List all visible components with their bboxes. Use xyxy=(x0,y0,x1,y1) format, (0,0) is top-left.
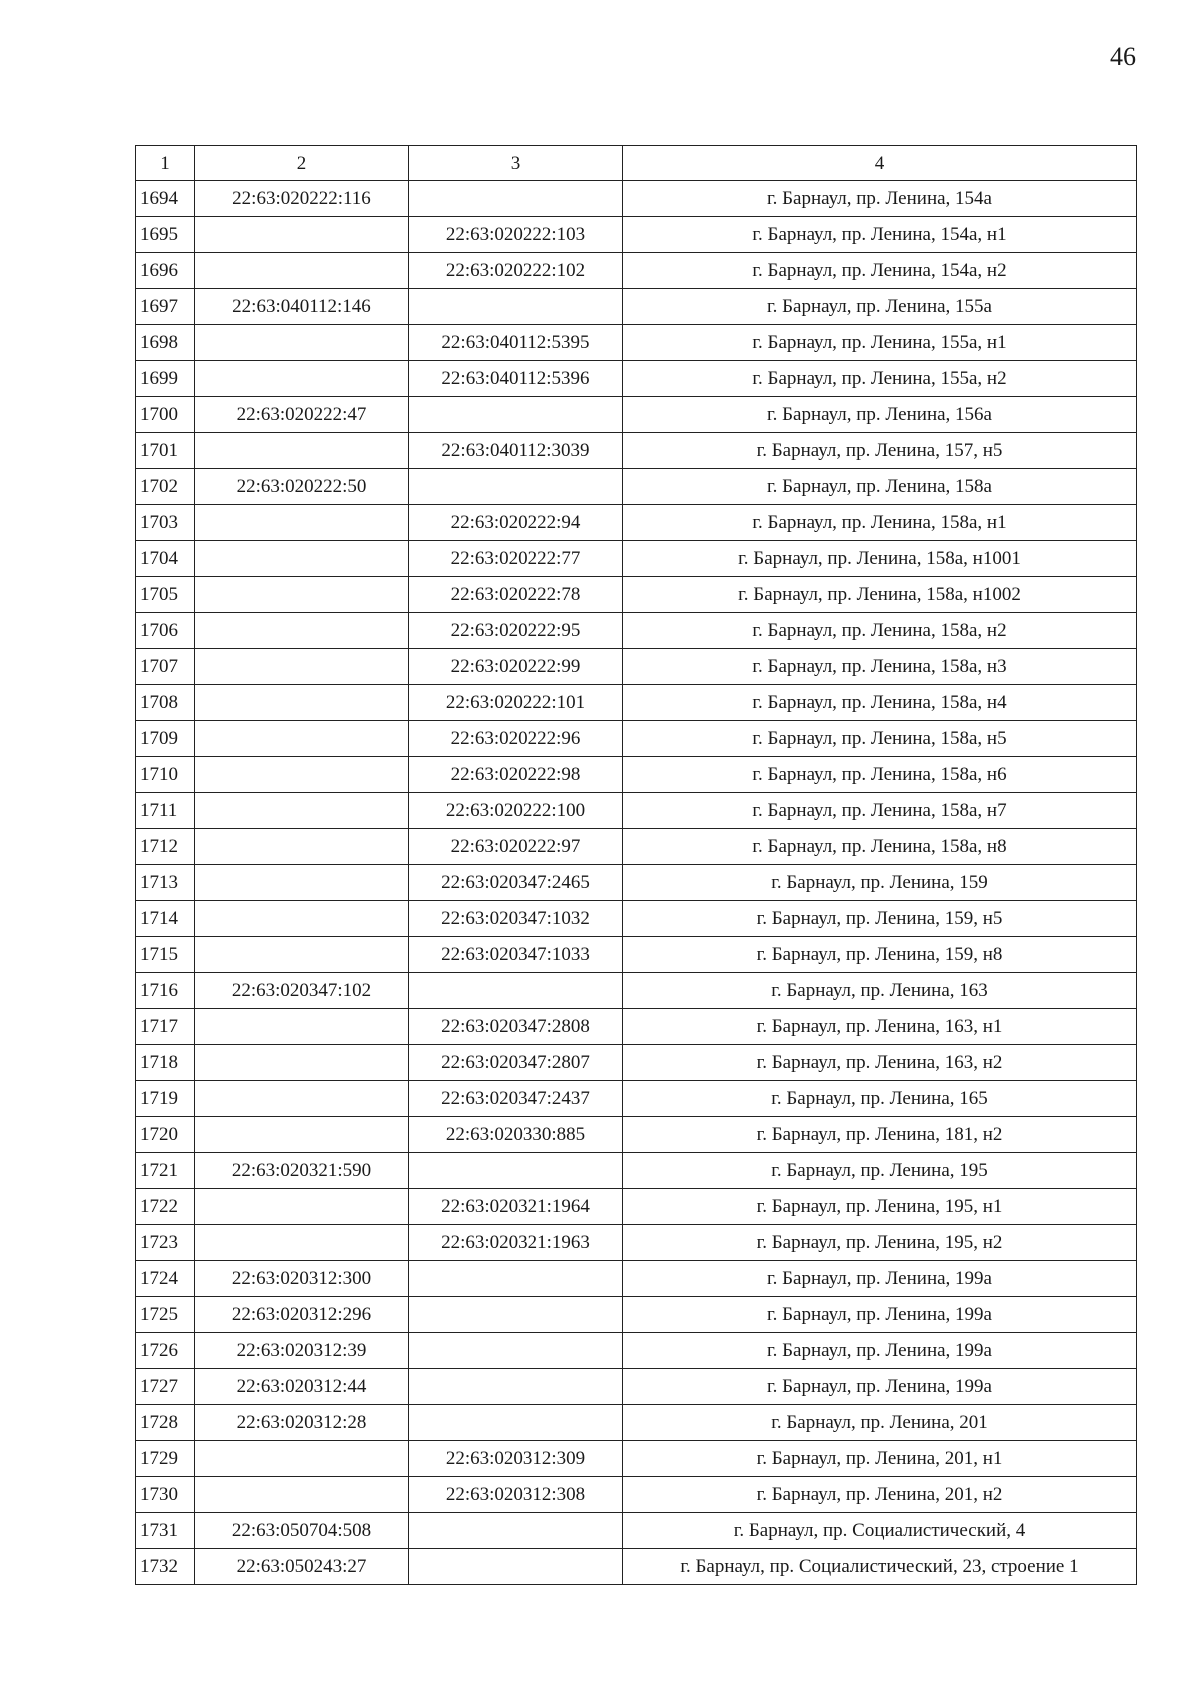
land-cadastral-cell xyxy=(195,1117,409,1153)
row-number-cell: 1706 xyxy=(136,613,195,649)
table-row xyxy=(136,865,1137,901)
row-number-cell: 1698 xyxy=(136,325,195,361)
building-cadastral-cell: 22:63:040112:3039 xyxy=(409,433,623,469)
row-number-cell: 1723 xyxy=(136,1225,195,1261)
land-cadastral-cell xyxy=(195,1189,409,1225)
address-cell: г. Барнаул, пр. Ленина, 195, н2 xyxy=(623,1225,1137,1261)
table-row xyxy=(136,613,1137,649)
land-cadastral-cell xyxy=(195,1009,409,1045)
address-cell: г. Барнаул, пр. Ленина, 159, н5 xyxy=(623,901,1137,937)
land-cadastral-cell: 22:63:020312:296 xyxy=(195,1297,409,1333)
row-number-cell: 1725 xyxy=(136,1297,195,1333)
table-row xyxy=(136,721,1137,757)
building-cadastral-cell xyxy=(409,1549,623,1585)
land-cadastral-cell xyxy=(195,613,409,649)
row-number-cell: 1732 xyxy=(136,1549,195,1585)
building-cadastral-cell: 22:63:020347:2808 xyxy=(409,1009,623,1045)
row-number-cell: 1724 xyxy=(136,1261,195,1297)
table-row xyxy=(136,1009,1137,1045)
row-number-cell: 1710 xyxy=(136,757,195,793)
building-cadastral-cell: 22:63:020312:308 xyxy=(409,1477,623,1513)
row-number-cell: 1711 xyxy=(136,793,195,829)
header-row xyxy=(136,146,1137,181)
building-cadastral-cell: 22:63:020222:102 xyxy=(409,253,623,289)
table-row xyxy=(136,1189,1137,1225)
address-cell: г. Барнаул, пр. Ленина, 158а, н6 xyxy=(623,757,1137,793)
building-cadastral-cell: 22:63:040112:5396 xyxy=(409,361,623,397)
table-row xyxy=(136,1405,1137,1441)
address-cell: г. Барнаул, пр. Ленина, 155а xyxy=(623,289,1137,325)
land-cadastral-cell xyxy=(195,541,409,577)
row-number-cell: 1719 xyxy=(136,1081,195,1117)
land-cadastral-cell xyxy=(195,361,409,397)
address-cell: г. Барнаул, пр. Ленина, 199а xyxy=(623,1333,1137,1369)
land-cadastral-cell: 22:63:050243:27 xyxy=(195,1549,409,1585)
address-cell: г. Барнаул, пр. Ленина, 156а xyxy=(623,397,1137,433)
address-cell: г. Барнаул, пр. Ленина, 201 xyxy=(623,1405,1137,1441)
land-cadastral-cell xyxy=(195,1081,409,1117)
building-cadastral-cell: 22:63:020222:95 xyxy=(409,613,623,649)
address-cell: г. Барнаул, пр. Ленина, 158а, н3 xyxy=(623,649,1137,685)
table-row xyxy=(136,253,1137,289)
land-cadastral-cell xyxy=(195,1477,409,1513)
building-cadastral-cell: 22:63:020347:2437 xyxy=(409,1081,623,1117)
land-cadastral-cell: 22:63:020347:102 xyxy=(195,973,409,1009)
row-number-cell: 1722 xyxy=(136,1189,195,1225)
land-cadastral-cell xyxy=(195,217,409,253)
table-row xyxy=(136,829,1137,865)
address-cell: г. Барнаул, пр. Ленина, 155а, н1 xyxy=(623,325,1137,361)
address-cell: г. Барнаул, пр. Ленина, 158а, н2 xyxy=(623,613,1137,649)
address-cell: г. Барнаул, пр. Ленина, 154а xyxy=(623,181,1137,217)
address-cell: г. Барнаул, пр. Ленина, 158а, н8 xyxy=(623,829,1137,865)
building-cadastral-cell xyxy=(409,289,623,325)
row-number-cell: 1697 xyxy=(136,289,195,325)
row-number-cell: 1714 xyxy=(136,901,195,937)
row-number-cell: 1700 xyxy=(136,397,195,433)
land-cadastral-cell xyxy=(195,253,409,289)
address-cell: г. Барнаул, пр. Ленина, 163, н1 xyxy=(623,1009,1137,1045)
row-number-cell: 1728 xyxy=(136,1405,195,1441)
table-row xyxy=(136,1369,1137,1405)
land-cadastral-cell xyxy=(195,1045,409,1081)
land-cadastral-cell: 22:63:050704:508 xyxy=(195,1513,409,1549)
land-cadastral-cell xyxy=(195,577,409,613)
address-cell: г. Барнаул, пр. Ленина, 158а xyxy=(623,469,1137,505)
table-row xyxy=(136,361,1137,397)
building-cadastral-cell xyxy=(409,1369,623,1405)
land-cadastral-cell xyxy=(195,325,409,361)
address-cell: г. Барнаул, пр. Ленина, 158а, н1 xyxy=(623,505,1137,541)
table-row xyxy=(136,793,1137,829)
table-row xyxy=(136,649,1137,685)
row-number-cell: 1708 xyxy=(136,685,195,721)
building-cadastral-cell: 22:63:020347:2465 xyxy=(409,865,623,901)
building-cadastral-cell xyxy=(409,1153,623,1189)
row-number-cell: 1716 xyxy=(136,973,195,1009)
table-row xyxy=(136,505,1137,541)
table-row xyxy=(136,1477,1137,1513)
row-number-cell: 1720 xyxy=(136,1117,195,1153)
address-cell: г. Барнаул, пр. Ленина, 158а, н5 xyxy=(623,721,1137,757)
table-row xyxy=(136,901,1137,937)
row-number-cell: 1718 xyxy=(136,1045,195,1081)
row-number-cell: 1726 xyxy=(136,1333,195,1369)
land-cadastral-cell xyxy=(195,901,409,937)
land-cadastral-cell xyxy=(195,829,409,865)
building-cadastral-cell: 22:63:020222:96 xyxy=(409,721,623,757)
address-cell: г. Барнаул, пр. Ленина, 165 xyxy=(623,1081,1137,1117)
building-cadastral-cell xyxy=(409,1261,623,1297)
land-cadastral-cell xyxy=(195,757,409,793)
building-cadastral-cell: 22:63:020321:1964 xyxy=(409,1189,623,1225)
row-number-cell: 1730 xyxy=(136,1477,195,1513)
table-row xyxy=(136,1153,1137,1189)
building-cadastral-cell xyxy=(409,397,623,433)
building-cadastral-cell: 22:63:020312:309 xyxy=(409,1441,623,1477)
row-number-cell: 1731 xyxy=(136,1513,195,1549)
table-row xyxy=(136,1117,1137,1153)
row-number-cell: 1729 xyxy=(136,1441,195,1477)
address-cell: г. Барнаул, пр. Ленина, 163, н2 xyxy=(623,1045,1137,1081)
address-cell: г. Барнаул, пр. Ленина, 201, н1 xyxy=(623,1441,1137,1477)
address-cell: г. Барнаул, пр. Ленина, 199а xyxy=(623,1261,1137,1297)
row-number-cell: 1702 xyxy=(136,469,195,505)
row-number-cell: 1696 xyxy=(136,253,195,289)
table-row xyxy=(136,577,1137,613)
table-row xyxy=(136,433,1137,469)
land-cadastral-cell xyxy=(195,721,409,757)
address-cell: г. Барнаул, пр. Ленина, 155а, н2 xyxy=(623,361,1137,397)
land-cadastral-cell xyxy=(195,685,409,721)
table-row xyxy=(136,1513,1137,1549)
address-cell: г. Барнаул, пр. Ленина, 159, н8 xyxy=(623,937,1137,973)
page-number: 46 xyxy=(1110,42,1136,71)
land-cadastral-cell: 22:63:020312:300 xyxy=(195,1261,409,1297)
address-cell: г. Барнаул, пр. Социалистический, 23, строение 1 xyxy=(623,1549,1137,1585)
row-number-cell: 1717 xyxy=(136,1009,195,1045)
row-number-cell: 1721 xyxy=(136,1153,195,1189)
address-cell: г. Барнаул, пр. Ленина, 158а, н7 xyxy=(623,793,1137,829)
building-cadastral-cell: 22:63:020222:100 xyxy=(409,793,623,829)
row-number-cell: 1701 xyxy=(136,433,195,469)
building-cadastral-cell xyxy=(409,181,623,217)
table-row xyxy=(136,397,1137,433)
land-cadastral-cell xyxy=(195,649,409,685)
address-cell: г. Барнаул, пр. Социалистический, 4 xyxy=(623,1513,1137,1549)
land-cadastral-cell xyxy=(195,793,409,829)
table-header xyxy=(136,146,1137,181)
table-row xyxy=(136,1333,1137,1369)
address-cell: г. Барнаул, пр. Ленина, 199а xyxy=(623,1297,1137,1333)
table-row xyxy=(136,1261,1137,1297)
row-number-cell: 1727 xyxy=(136,1369,195,1405)
table-row xyxy=(136,181,1137,217)
building-cadastral-cell xyxy=(409,1297,623,1333)
address-cell: г. Барнаул, пр. Ленина, 195, н1 xyxy=(623,1189,1137,1225)
building-cadastral-cell: 22:63:020222:94 xyxy=(409,505,623,541)
header-col-2: 2 xyxy=(195,146,409,181)
row-number-cell: 1703 xyxy=(136,505,195,541)
register-table-container xyxy=(135,145,1136,1585)
land-cadastral-cell: 22:63:020222:50 xyxy=(195,469,409,505)
table-body xyxy=(136,181,1137,1585)
land-cadastral-cell: 22:63:020222:47 xyxy=(195,397,409,433)
address-cell: г. Барнаул, пр. Ленина, 199а xyxy=(623,1369,1137,1405)
address-cell: г. Барнаул, пр. Ленина, 163 xyxy=(623,973,1137,1009)
land-cadastral-cell: 22:63:040112:146 xyxy=(195,289,409,325)
land-cadastral-cell: 22:63:020312:44 xyxy=(195,1369,409,1405)
land-cadastral-cell xyxy=(195,1225,409,1261)
row-number-cell: 1707 xyxy=(136,649,195,685)
address-cell: г. Барнаул, пр. Ленина, 201, н2 xyxy=(623,1477,1137,1513)
table-row xyxy=(136,469,1137,505)
table-row xyxy=(136,1297,1137,1333)
building-cadastral-cell: 22:63:020222:97 xyxy=(409,829,623,865)
building-cadastral-cell: 22:63:020222:77 xyxy=(409,541,623,577)
building-cadastral-cell xyxy=(409,469,623,505)
register-table xyxy=(135,145,1137,1585)
row-number-cell: 1704 xyxy=(136,541,195,577)
building-cadastral-cell: 22:63:020347:1033 xyxy=(409,937,623,973)
building-cadastral-cell: 22:63:020222:101 xyxy=(409,685,623,721)
table-row xyxy=(136,757,1137,793)
table-row xyxy=(136,1441,1137,1477)
row-number-cell: 1712 xyxy=(136,829,195,865)
address-cell: г. Барнаул, пр. Ленина, 154а, н1 xyxy=(623,217,1137,253)
land-cadastral-cell: 22:63:020312:28 xyxy=(195,1405,409,1441)
table-row xyxy=(136,685,1137,721)
address-cell: г. Барнаул, пр. Ленина, 181, н2 xyxy=(623,1117,1137,1153)
row-number-cell: 1694 xyxy=(136,181,195,217)
land-cadastral-cell: 22:63:020222:116 xyxy=(195,181,409,217)
address-cell: г. Барнаул, пр. Ленина, 157, н5 xyxy=(623,433,1137,469)
table-row xyxy=(136,1549,1137,1585)
row-number-cell: 1695 xyxy=(136,217,195,253)
table-row xyxy=(136,217,1137,253)
building-cadastral-cell: 22:63:020222:98 xyxy=(409,757,623,793)
land-cadastral-cell xyxy=(195,865,409,901)
building-cadastral-cell: 22:63:020330:885 xyxy=(409,1117,623,1153)
row-number-cell: 1699 xyxy=(136,361,195,397)
table-row xyxy=(136,937,1137,973)
land-cadastral-cell xyxy=(195,433,409,469)
table-row xyxy=(136,973,1137,1009)
header-col-1: 1 xyxy=(136,146,195,181)
building-cadastral-cell: 22:63:020347:1032 xyxy=(409,901,623,937)
address-cell: г. Барнаул, пр. Ленина, 158а, н1001 xyxy=(623,541,1137,577)
header-col-3: 3 xyxy=(409,146,623,181)
building-cadastral-cell xyxy=(409,1513,623,1549)
building-cadastral-cell: 22:63:020222:99 xyxy=(409,649,623,685)
building-cadastral-cell: 22:63:020222:78 xyxy=(409,577,623,613)
address-cell: г. Барнаул, пр. Ленина, 195 xyxy=(623,1153,1137,1189)
row-number-cell: 1713 xyxy=(136,865,195,901)
row-number-cell: 1709 xyxy=(136,721,195,757)
building-cadastral-cell: 22:63:020321:1963 xyxy=(409,1225,623,1261)
land-cadastral-cell: 22:63:020312:39 xyxy=(195,1333,409,1369)
row-number-cell: 1705 xyxy=(136,577,195,613)
address-cell: г. Барнаул, пр. Ленина, 159 xyxy=(623,865,1137,901)
table-row xyxy=(136,1081,1137,1117)
table-row xyxy=(136,1045,1137,1081)
address-cell: г. Барнаул, пр. Ленина, 158а, н1002 xyxy=(623,577,1137,613)
building-cadastral-cell: 22:63:020222:103 xyxy=(409,217,623,253)
land-cadastral-cell xyxy=(195,937,409,973)
building-cadastral-cell xyxy=(409,1405,623,1441)
table-row xyxy=(136,289,1137,325)
building-cadastral-cell: 22:63:020347:2807 xyxy=(409,1045,623,1081)
table-row xyxy=(136,541,1137,577)
land-cadastral-cell xyxy=(195,505,409,541)
row-number-cell: 1715 xyxy=(136,937,195,973)
address-cell: г. Барнаул, пр. Ленина, 154а, н2 xyxy=(623,253,1137,289)
building-cadastral-cell: 22:63:040112:5395 xyxy=(409,325,623,361)
address-cell: г. Барнаул, пр. Ленина, 158а, н4 xyxy=(623,685,1137,721)
building-cadastral-cell xyxy=(409,973,623,1009)
table-row xyxy=(136,325,1137,361)
land-cadastral-cell xyxy=(195,1441,409,1477)
land-cadastral-cell: 22:63:020321:590 xyxy=(195,1153,409,1189)
header-col-4: 4 xyxy=(623,146,1137,181)
table-row xyxy=(136,1225,1137,1261)
building-cadastral-cell xyxy=(409,1333,623,1369)
